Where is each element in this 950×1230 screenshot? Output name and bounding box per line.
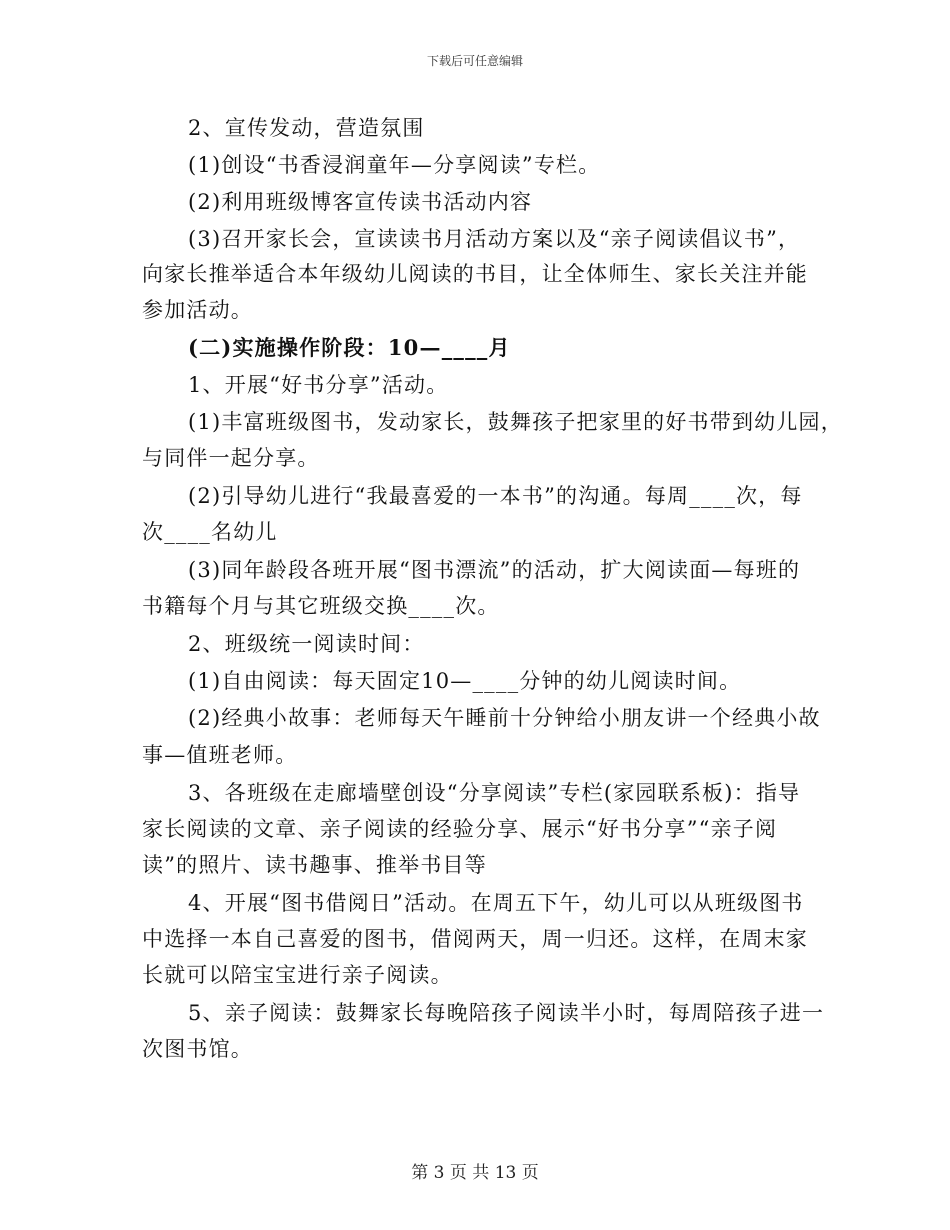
section-heading: (二)实施操作阶段：10—____月 <box>188 335 511 360</box>
paragraph-line: 与同伴一起分享。 <box>142 446 320 470</box>
paragraph-line: 长就可以陪宝宝进行亲子阅读。 <box>142 963 453 987</box>
paragraph-line: 事—值班老师。 <box>142 743 298 767</box>
paragraph-line: 5、亲子阅读：鼓舞家长每晚陪孩子阅读半小时，每周陪孩子进一 <box>188 1001 825 1025</box>
paragraph-line: (2)引导幼儿进行“我最喜爱的一本书”的沟通。每周____次，每 <box>188 484 803 508</box>
section-heading: 2、班级统一阅读时间： <box>188 632 425 656</box>
paragraph-line: 次图书馆。 <box>142 1037 253 1061</box>
paragraph-line: 次____名幼儿 <box>142 520 278 544</box>
paragraph-line: 读”的照片、读书趣事、推举书目等 <box>142 853 487 877</box>
section-heading: 2、宣传发动，营造氛围 <box>188 116 425 140</box>
paragraph-line: (2)经典小故事：老师每天午睡前十分钟给小朋友讲一个经典小故 <box>188 706 821 730</box>
page-number: 第 3 页 共 13 页 <box>411 1163 539 1183</box>
paragraph-line: (3)同年龄段各班开展“图书漂流”的活动，扩大阅读面—每班的 <box>188 558 801 582</box>
paragraph-line: 家长阅读的文章、亲子阅读的经验分享、展示“好书分享”“亲子阅 <box>142 817 778 841</box>
paragraph-line: 3、各班级在走廊墙壁创设“分享阅读”专栏(家园联系板)：指导 <box>188 781 801 805</box>
paragraph-line: 4、开展“图书借阅日”活动。在周五下午，幼儿可以从班级图书 <box>188 891 804 915</box>
paragraph-line: (2)利用班级博客宣传读书活动内容 <box>188 190 533 214</box>
paragraph-line: (3)召开家长会，宣读读书月活动方案以及“亲子阅读倡议书”， <box>188 227 801 251</box>
paragraph-line: (1)丰富班级图书，发动家长，鼓舞孩子把家里的好书带到幼儿园， <box>188 410 843 434</box>
paragraph-line: 1、开展“好书分享”活动。 <box>188 373 449 397</box>
paragraph-line: 中选择一本自己喜爱的图书，借阅两天，周一归还。这样，在周末家 <box>142 927 808 951</box>
paragraph-line: 参加活动。 <box>142 298 253 322</box>
page-header: 下载后可任意编辑 <box>426 54 523 68</box>
paragraph-line: (1)创设“书香浸润童年—分享阅读”专栏。 <box>188 153 601 177</box>
paragraph-line: 书籍每个月与其它班级交换____次。 <box>142 594 500 618</box>
paragraph-line: 向家长推举适合本年级幼儿阅读的书目，让全体师生、家长关注并能 <box>142 262 808 286</box>
paragraph-line: (1)自由阅读：每天固定10—____分钟的幼儿阅读时间。 <box>188 669 742 693</box>
